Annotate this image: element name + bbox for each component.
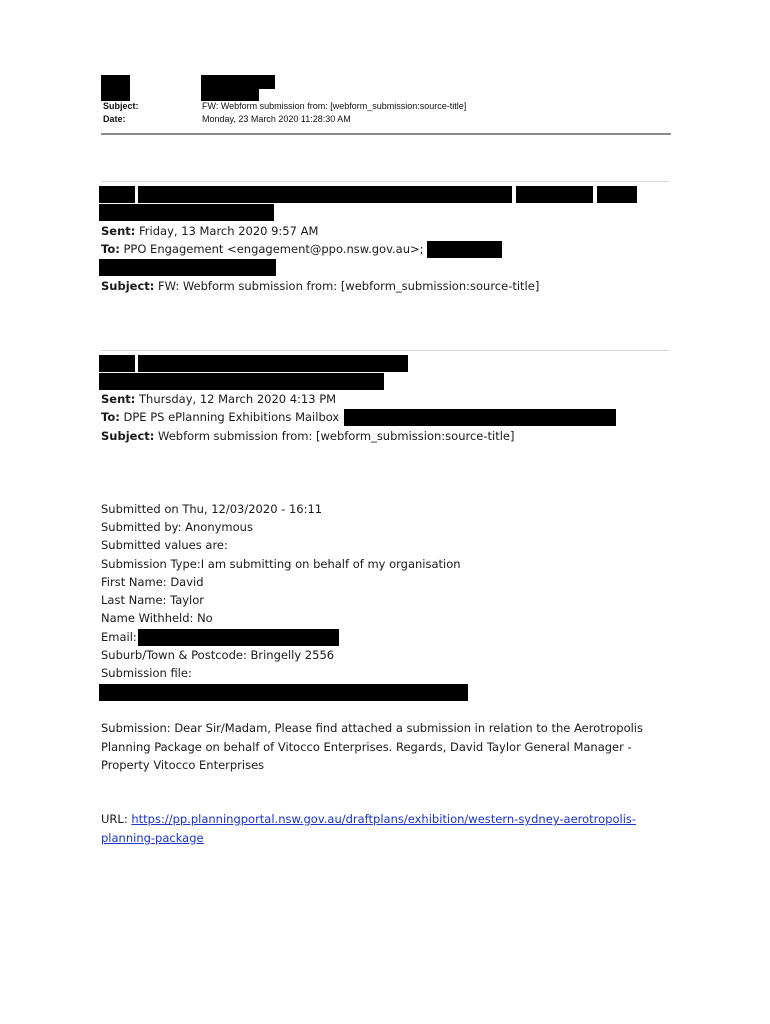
submitted-values-intro: Submitted values are:: [101, 538, 228, 552]
header-date-label: Date:: [103, 114, 126, 124]
header-subject-label: Subject:: [103, 101, 139, 111]
suburb-postcode: Suburb/Town & Postcode: Bringelly 2556: [101, 648, 335, 662]
redaction-block: [99, 355, 135, 372]
redaction-block: [201, 89, 259, 101]
message-divider: [101, 181, 669, 182]
redaction-block: [101, 75, 130, 101]
header-divider: [101, 133, 671, 135]
message1-subject: Subject: FW: Webform submission from: [webform_submission:source-title]: [101, 279, 540, 293]
redaction-block: [138, 355, 408, 372]
redaction-block: [99, 204, 274, 221]
message-divider: [101, 350, 669, 351]
header-date-value: Monday, 23 March 2020 11:28:30 AM: [202, 114, 351, 124]
submission-url: URL: https://pp.planningportal.nsw.gov.au/draftplans/exhibition/western-sydney-aerotropolis-planning-package: [101, 812, 637, 845]
message1-to: To: PPO Engagement <engagement@ppo.nsw.gov.au>;: [101, 242, 424, 256]
submitted-by: Submitted by: Anonymous: [101, 520, 253, 534]
redaction-block: [99, 373, 384, 390]
submitted-on: Submitted on Thu, 12/03/2020 - 16:11: [101, 502, 323, 516]
message2-sent: Sent: Thursday, 12 March 2020 4:13 PM: [101, 392, 337, 406]
redaction-block: [99, 186, 135, 203]
submission-url-link[interactable]: https://pp.planningportal.nsw.gov.au/draftplans/exhibition/western-sydney-aerotropolis-planning-package: [101, 812, 637, 845]
message1-sent: Sent: Friday, 13 March 2020 9:57 AM: [101, 224, 319, 238]
redaction-block: [138, 629, 339, 646]
redaction-block: [427, 241, 502, 258]
submission-body: Submission: Dear Sir/Madam, Please find attached a submission in relation to the Aerotropolis Planning Package on behalf of Vitocco Enterprises. Regards, David Taylor General Manager - Property Vitocco Enterprises: [101, 721, 643, 772]
redaction-block: [516, 186, 593, 203]
submission-file-label: Submission file:: [101, 666, 192, 680]
redaction-block: [201, 75, 275, 89]
email-label: Email:: [101, 630, 137, 644]
header-subject-value: FW: Webform submission from: [webform_submission:source-title]: [202, 101, 467, 111]
redaction-block: [344, 409, 616, 426]
last-name: Last Name: Taylor: [101, 593, 205, 607]
redaction-block: [597, 186, 637, 203]
submission-type: Submission Type:I am submitting on behalf of my organisation: [101, 557, 461, 571]
message2-subject: Subject: Webform submission from: [webform_submission:source-title]: [101, 429, 515, 443]
redaction-block: [99, 259, 276, 276]
message2-to: To: DPE PS ePlanning Exhibitions Mailbox: [101, 410, 340, 424]
redaction-block: [99, 684, 468, 701]
first-name: First Name: David: [101, 575, 204, 589]
redaction-block: [138, 186, 512, 203]
name-withheld: Name Withheld: No: [101, 611, 213, 625]
